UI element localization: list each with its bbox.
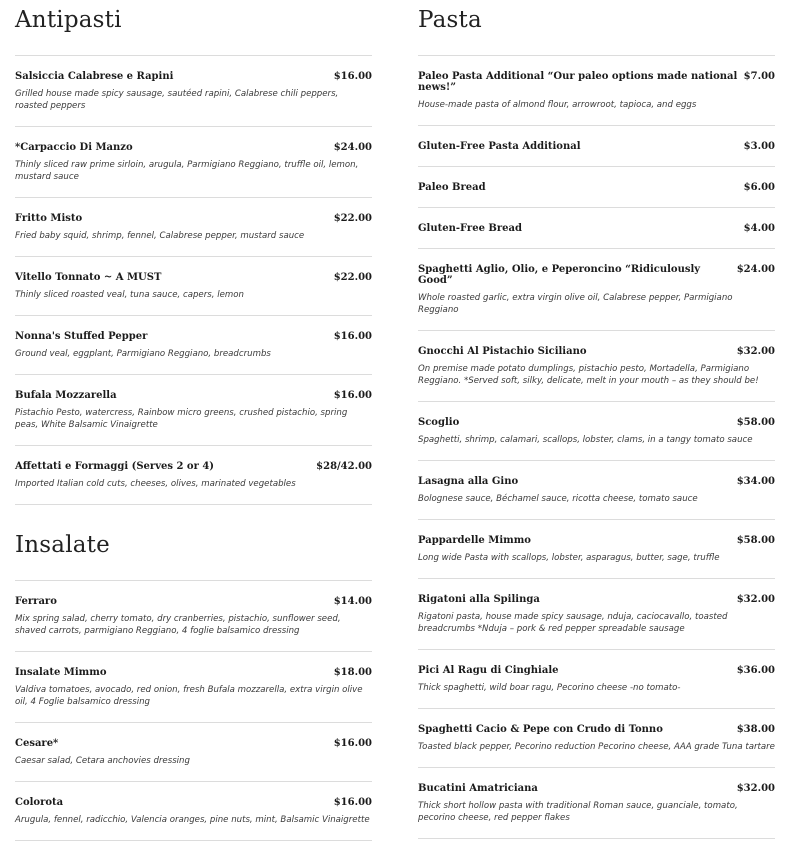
menu-item-name: Ferraro bbox=[15, 596, 57, 607]
menu-item-header bbox=[418, 346, 775, 357]
menu-item-price: $16.00 bbox=[333, 331, 372, 342]
menu-item bbox=[15, 581, 372, 652]
menu-item bbox=[418, 331, 775, 402]
menu-item bbox=[418, 709, 775, 768]
menu-item-header bbox=[418, 71, 775, 93]
menu-item-header bbox=[418, 417, 775, 428]
menu-item-header bbox=[15, 667, 372, 678]
section-title-antipasti: Antipasti bbox=[15, 7, 122, 33]
menu-item-header bbox=[418, 223, 775, 234]
menu-item-name: Paleo Bread bbox=[418, 182, 486, 193]
menu-item-description: Whole roasted garlic, extra virgin olive oil, Calabrese pepper, Parmigiano Reggiano bbox=[418, 293, 733, 315]
menu-item-name: Salsiccia Calabrese e Rapini bbox=[15, 71, 174, 82]
menu-item-price: $38.00 bbox=[736, 724, 775, 735]
menu-item-header bbox=[418, 535, 775, 546]
menu-item-description: Thinly sliced roasted veal, tuna sauce, capers, lemon bbox=[15, 290, 244, 300]
menu-item-name: Paleo Pasta Additional “Our paleo options made national news!” bbox=[418, 71, 738, 93]
menu-item-name: Cesare* bbox=[15, 738, 59, 749]
menu-item bbox=[418, 126, 775, 167]
menu-item bbox=[15, 782, 372, 841]
menu-item bbox=[418, 520, 775, 579]
menu-item-name: Bufala Mozzarella bbox=[15, 390, 117, 401]
menu-item-description: Bolognese sauce, Béchamel sauce, ricotta cheese, tomato sauce bbox=[418, 494, 698, 504]
menu-item-name: Gluten-Free Bread bbox=[418, 223, 522, 234]
menu-item-price: $36.00 bbox=[736, 665, 775, 676]
menu-item-header bbox=[15, 331, 372, 342]
menu-item bbox=[15, 257, 372, 316]
menu-item-price: $28/42.00 bbox=[316, 461, 372, 472]
menu-item-name: Lasagna alla Gino bbox=[418, 476, 519, 487]
menu-item-header bbox=[15, 461, 372, 472]
menu-item-header bbox=[418, 665, 775, 676]
menu-item-header bbox=[15, 142, 372, 153]
menu-item-header bbox=[15, 596, 372, 607]
menu-item-price: $3.00 bbox=[743, 141, 775, 152]
antipasti-list bbox=[15, 56, 372, 505]
menu-item-header bbox=[15, 71, 372, 82]
menu-item bbox=[15, 316, 372, 375]
menu-item-name: Pici Al Ragu di Cinghiale bbox=[418, 665, 559, 676]
menu-item-description: Mix spring salad, cherry tomato, dry cranberries, pistachio, sunflower seed, shaved carrots, parmigiano Reggiano, 4 foglie balsamico dressing bbox=[15, 614, 341, 636]
menu-item-price: $34.00 bbox=[736, 476, 775, 487]
menu-item bbox=[15, 375, 372, 446]
menu-item-name: Affettati e Formaggi (Serves 2 or 4) bbox=[15, 461, 215, 472]
section-title-pasta: Pasta bbox=[418, 7, 482, 33]
section-title-insalate: Insalate bbox=[15, 532, 110, 558]
menu-item-header bbox=[15, 272, 372, 283]
menu-item-price: $4.00 bbox=[743, 223, 775, 234]
menu-item-description: Long wide Pasta with scallops, lobster, asparagus, butter, sage, truffle bbox=[418, 553, 720, 563]
menu-item bbox=[15, 198, 372, 257]
menu-item-name: Pappardelle Mimmo bbox=[418, 535, 531, 546]
menu-item-name: Fritto Misto bbox=[15, 213, 83, 224]
menu-item-description: Rigatoni pasta, house made spicy sausage, nduja, caciocavallo, toasted breadcrumbs *Nduja – pork & red pepper spreadable sausage bbox=[418, 612, 728, 634]
menu-item-price: $6.00 bbox=[743, 182, 775, 193]
menu-item bbox=[418, 579, 775, 650]
menu-item-description: Toasted black pepper, Pecorino reduction Pecorino cheese, AAA grade Tuna tartare bbox=[418, 742, 775, 752]
menu-item-header bbox=[15, 213, 372, 224]
menu-item-description: Valdiva tomatoes, avocado, red onion, fresh Bufala mozzarella, extra virgin olive oil, 4 Foglie balsamico dressing bbox=[15, 685, 363, 707]
menu-item-header bbox=[15, 390, 372, 401]
menu-item-header bbox=[418, 783, 775, 794]
menu-item-price: $14.00 bbox=[333, 596, 372, 607]
menu-item-price: $16.00 bbox=[333, 71, 372, 82]
menu-item-price: $16.00 bbox=[333, 738, 372, 749]
menu-item-price: $24.00 bbox=[736, 264, 775, 275]
menu-item bbox=[15, 127, 372, 198]
menu-item-header bbox=[418, 476, 775, 487]
menu-item bbox=[15, 723, 372, 782]
menu-item-description: Fried baby squid, shrimp, fennel, Calabrese pepper, mustard sauce bbox=[15, 231, 305, 241]
menu-item-price: $58.00 bbox=[736, 417, 775, 428]
menu-item-price: $32.00 bbox=[736, 346, 775, 357]
menu-item-price: $58.00 bbox=[736, 535, 775, 546]
menu-item bbox=[418, 768, 775, 839]
menu-item bbox=[418, 167, 775, 208]
menu-item-header bbox=[15, 797, 372, 808]
menu-item-description: Pistachio Pesto, watercress, Rainbow micro greens, crushed pistachio, spring peas, White Balsamic Vinaigrette bbox=[15, 408, 348, 430]
menu-item-price: $32.00 bbox=[736, 783, 775, 794]
left-column bbox=[15, 0, 372, 841]
menu-item bbox=[418, 56, 775, 126]
menu-item bbox=[418, 650, 775, 709]
menu-item-price: $22.00 bbox=[333, 272, 372, 283]
menu-item-header bbox=[15, 738, 372, 749]
menu-item bbox=[418, 402, 775, 461]
menu-item bbox=[418, 249, 775, 331]
menu-item-price: $16.00 bbox=[333, 390, 372, 401]
menu-item-header bbox=[418, 264, 775, 286]
insalate-list bbox=[15, 581, 372, 841]
menu-item-header bbox=[418, 141, 775, 152]
menu-item-name: Colorota bbox=[15, 797, 64, 808]
menu-item-price: $32.00 bbox=[736, 594, 775, 605]
menu-item-name: *Carpaccio Di Manzo bbox=[15, 142, 133, 153]
menu-item bbox=[15, 56, 372, 127]
menu-item-description: Spaghetti, shrimp, calamari, scallops, lobster, clams, in a tangy tomato sauce bbox=[418, 435, 753, 445]
menu-item bbox=[15, 652, 372, 723]
menu-item-price: $16.00 bbox=[333, 797, 372, 808]
pasta-list bbox=[418, 56, 775, 839]
menu-item-price: $22.00 bbox=[333, 213, 372, 224]
menu-item-header bbox=[418, 724, 775, 735]
menu-item bbox=[15, 446, 372, 505]
menu-item-header bbox=[418, 594, 775, 605]
menu-item-description: On premise made potato dumplings, pistachio pesto, Mortadella, Parmigiano Reggiano. *Served soft, silky, delicate, melt in your mouth – as they should be! bbox=[418, 364, 759, 386]
right-column bbox=[418, 0, 775, 839]
menu-item-name: Bucatini Amatriciana bbox=[418, 783, 538, 794]
menu-item-header bbox=[418, 182, 775, 193]
menu-item-name: Gluten-Free Pasta Additional bbox=[418, 141, 581, 152]
menu-item-description: House-made pasta of almond flour, arrowroot, tapioca, and eggs bbox=[418, 100, 697, 110]
menu-item-name: Spaghetti Cacio & Pepe con Crudo di Tonno bbox=[418, 724, 663, 735]
menu-item-name: Rigatoni alla Spilinga bbox=[418, 594, 540, 605]
menu-item-description: Grilled house made spicy sausage, sautéed rapini, Calabrese chili peppers, roasted peppers bbox=[15, 89, 339, 111]
menu-item-description: Caesar salad, Cetara anchovies dressing bbox=[15, 756, 190, 766]
menu-item-price: $7.00 bbox=[743, 71, 775, 82]
menu-item-description: Thick spaghetti, wild boar ragu, Pecorino cheese -no tomato- bbox=[418, 683, 681, 693]
menu-item-description: Thinly sliced raw prime sirloin, arugula, Parmigiano Reggiano, truffle oil, lemon, mustard sauce bbox=[15, 160, 359, 182]
menu-item-name: Gnocchi Al Pistachio Siciliano bbox=[418, 346, 587, 357]
menu-item-description: Thick short hollow pasta with traditional Roman sauce, guanciale, tomato, pecorino cheese, red pepper flakes bbox=[418, 801, 738, 823]
menu-item bbox=[418, 461, 775, 520]
menu-item-description: Arugula, fennel, radicchio, Valencia oranges, pine nuts, mint, Balsamic Vinaigrette bbox=[15, 815, 370, 825]
menu-item-name: Vitello Tonnato ~ A MUST bbox=[15, 272, 162, 283]
menu-item-price: $24.00 bbox=[333, 142, 372, 153]
menu-item-name: Spaghetti Aglio, Olio, e Peperoncino “Ridiculously Good” bbox=[418, 264, 701, 286]
menu-item bbox=[418, 208, 775, 249]
menu-item-name: Insalate Mimmo bbox=[15, 667, 107, 678]
menu-item-description: Imported Italian cold cuts, cheeses, olives, marinated vegetables bbox=[15, 479, 296, 489]
menu-item-name: Scoglio bbox=[418, 417, 460, 428]
menu-item-name: Nonna's Stuffed Pepper bbox=[15, 331, 148, 342]
menu-item-description: Ground veal, eggplant, Parmigiano Reggiano, breadcrumbs bbox=[15, 349, 271, 359]
menu-item-price: $18.00 bbox=[333, 667, 372, 678]
